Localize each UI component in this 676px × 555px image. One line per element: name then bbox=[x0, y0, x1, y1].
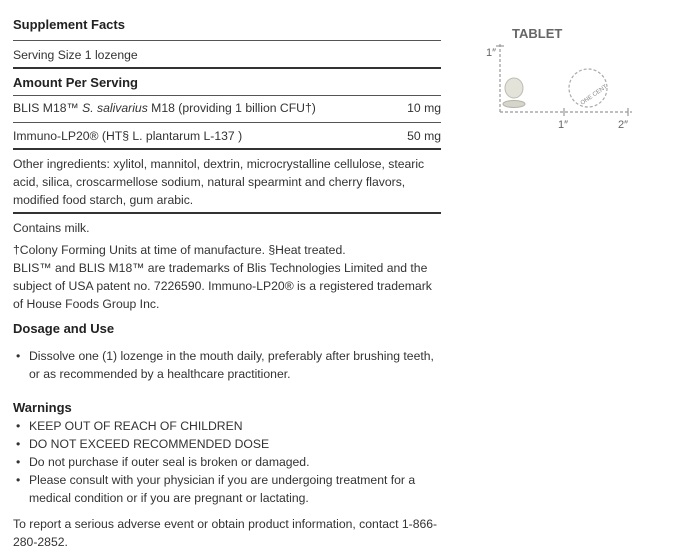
divider-thick bbox=[13, 148, 441, 150]
ingredient-amount: 50 mg bbox=[407, 129, 441, 143]
list-item: • KEEP OUT OF REACH OF CHILDREN bbox=[13, 417, 441, 435]
trademark-notice: BLIS™ and BLIS M18™ are trademarks of Blis Technologies Limited and the subject of USA patent no. 7226590. Immuno-LP20® is a registered trademark of House Foods Group Inc. bbox=[13, 261, 432, 311]
coin-label: ONE CENT bbox=[579, 83, 609, 107]
tablet-shape bbox=[505, 78, 523, 98]
dosage-heading: Dosage and Use bbox=[13, 321, 115, 336]
footnote-cfu: †Colony Forming Units at time of manufacture. §Heat treated. bbox=[13, 243, 346, 257]
tablet-size-diagram bbox=[482, 16, 642, 134]
divider-thick bbox=[13, 67, 441, 69]
warnings-list bbox=[13, 417, 441, 507]
warnings-heading: Warnings bbox=[13, 400, 72, 415]
x-tick-label: 1″ bbox=[558, 119, 569, 131]
list-item: • Dissolve one (1) lozenge in the mouth daily, preferably after brushing teeth, or as recommended by a healthcare practitioner. bbox=[13, 347, 441, 383]
amount-per-serving-header: Amount Per Serving bbox=[13, 75, 138, 90]
other-ingredients: Other ingredients: xylitol, mannitol, dextrin, microcrystalline cellulose, stearic acid, silica, croscarmellose sodium, natural spearmint and cherry flavors, modified food starch, gum arabic. bbox=[13, 157, 425, 207]
ingredient-row bbox=[13, 101, 441, 115]
dosage-list bbox=[13, 347, 441, 383]
ingredient-amount: 10 mg bbox=[407, 101, 441, 115]
list-item: • DO NOT EXCEED RECOMMENDED DOSE bbox=[13, 435, 441, 453]
divider bbox=[13, 40, 441, 41]
contains-allergen: Contains milk. bbox=[13, 221, 90, 235]
ingredient-name: BLIS M18™ S. salivarius M18 (providing 1 billion CFU†) bbox=[13, 101, 316, 115]
list-item: • Do not purchase if outer seal is broken or damaged. bbox=[13, 453, 441, 471]
diagram-label: TABLET bbox=[512, 26, 563, 41]
facts-title: Supplement Facts bbox=[13, 17, 125, 32]
y-tick-label: 1″ bbox=[486, 47, 497, 59]
divider-thick bbox=[13, 212, 441, 214]
x-tick-label: 2″ bbox=[618, 119, 629, 131]
divider bbox=[13, 122, 441, 123]
ingredient-name: Immuno-LP20® (HT§ L. plantarum L-137 ) bbox=[13, 129, 243, 143]
tablet-size-chart bbox=[482, 16, 642, 134]
divider bbox=[13, 95, 441, 96]
report-contact: To report a serious adverse event or obtain product information, contact 1-866-280-2852. bbox=[13, 517, 438, 549]
list-item: • Please consult with your physician if you are undergoing treatment for a medical condition or if you are pregnant or lactating. bbox=[13, 471, 441, 507]
tablet-side-shape bbox=[503, 101, 525, 108]
ingredient-row bbox=[13, 129, 441, 143]
serving-size: Serving Size 1 lozenge bbox=[13, 48, 138, 62]
